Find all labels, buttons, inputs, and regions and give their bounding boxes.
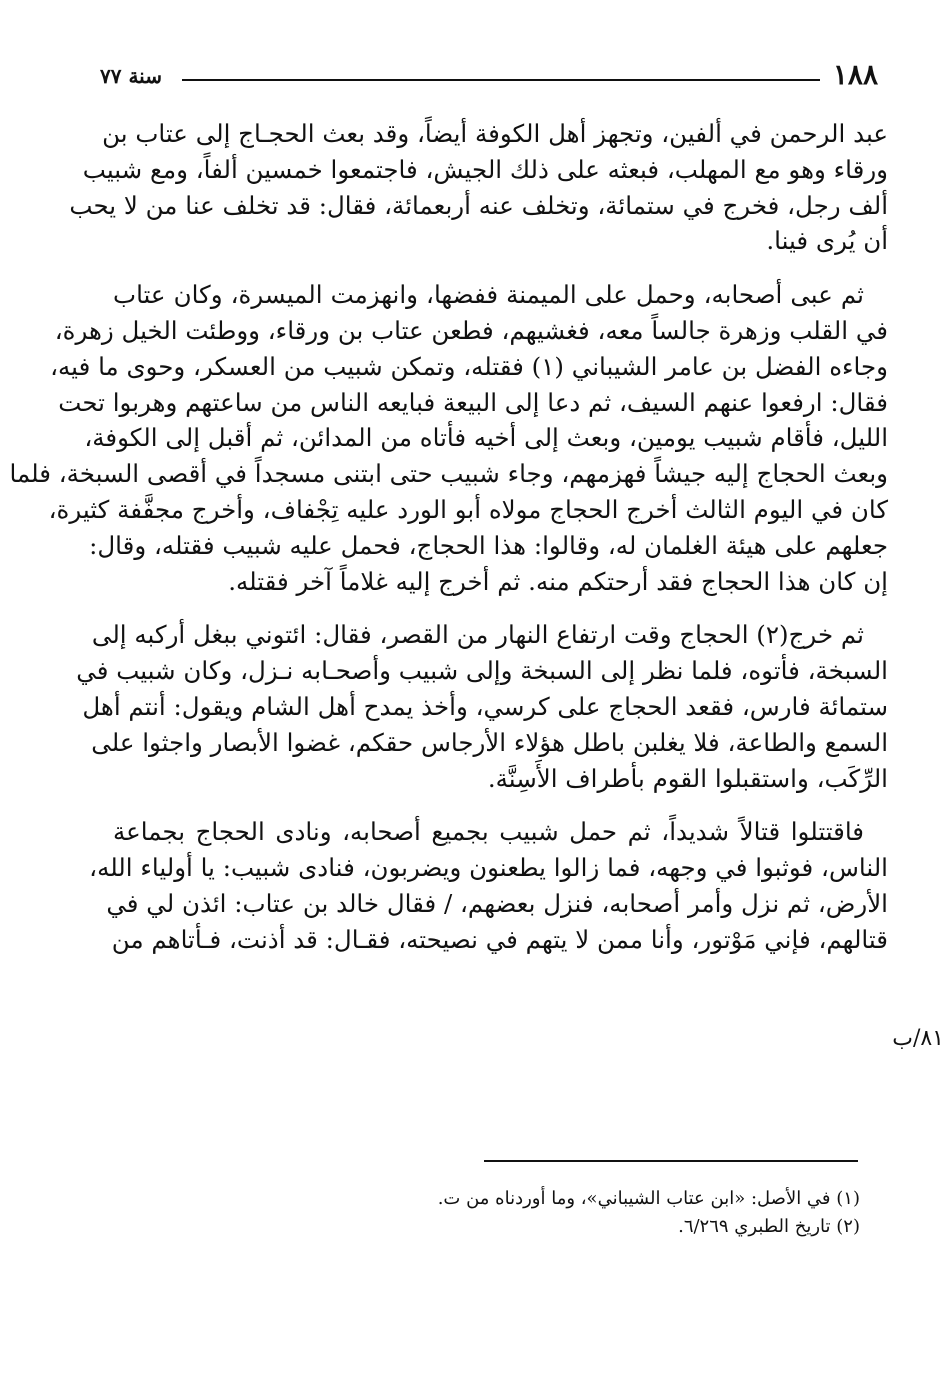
- footnote: (٢) تاريخ الطبري ٦/٢٦٩.: [678, 1216, 860, 1237]
- text-line: وجاءه الفضل بن عامر الشيباني (١) فقتله، وتمكن شبيب من العسكر، وحوى ما فيه،: [50, 351, 888, 381]
- text-line: أن يُرى فينا.: [766, 226, 888, 256]
- text-line: إن كان هذا الحجاج فقد أرحتكم منه. ثم أخرج إليه غلاماً آخر فقتله.: [228, 566, 888, 596]
- text-line: السمع والطاعة، فلا يغلبن باطل هؤلاء الأرجاس حقكم، غضوا الأبصار واجثوا على: [91, 727, 888, 757]
- running-head-year: سنة ٧٧: [100, 64, 162, 88]
- text-line: في القلب وزهرة جالساً معه، فغشيهم، فطعن عتاب بن ورقاء، ووطئت الخيل زهرة،: [54, 315, 888, 345]
- footnote-separator: [484, 1160, 858, 1162]
- paragraph: [76, 617, 888, 796]
- paragraph: [9, 277, 888, 599]
- text-line: وبعث الحجاج إليه جيشاً فهزمهم، وجاء شبيب حتى ابتنى مسجداً في أقصى السبخة، فلما: [9, 459, 888, 489]
- folio-margin-note: ٨١/ب: [892, 1026, 944, 1051]
- text-line: جعلهم على هيئة الغلمان له، وقالوا: هذا الحجاج، فحمل عليه شبيب فقتله، وقال:: [89, 530, 888, 560]
- text-line: ثم عبى أصحابه، وحمل على الميمنة ففضها، وانهزمت الميسرة، وكان عتاب: [113, 280, 864, 310]
- text-line: ستمائة فارس، فقعد الحجاج على كرسي، وأخذ يمدح أهل الشام ويقول: أنتم أهل: [82, 691, 888, 721]
- text-line: فاقتتلوا قتالاً شديداً، ثم حمل شبيب بجميع أصحابه، ونادى الحجاج بجماعة: [113, 817, 864, 847]
- paragraph: [89, 814, 888, 957]
- text-line: الأرض، ثم نزل وأمر أصحابه، فنزل بعضهم، / فقال خالد بن عتاب: ائذن لي في: [106, 888, 888, 918]
- page-number: ١٨٨: [832, 58, 878, 91]
- footnote: (١) في الأصل: «ابن عتاب الشيباني»، وما أوردناه من ت.: [437, 1188, 860, 1209]
- text-line: الرِّكَب، واستقبلوا القوم بأطراف الأَسِنَّة.: [487, 763, 888, 793]
- text-line: ثم خرج(٢) الحجاج وقت ارتفاع النهار من القصر، فقال: ائتوني ببغل أركبه إلى: [91, 620, 864, 650]
- main-text: [9, 116, 888, 976]
- text-line: الناس، فوثبوا في وجهه، فما زالوا يطعنون ويضربون، فنادى شبيب: يا أولياء الله،: [89, 853, 888, 883]
- page-header: [100, 60, 890, 100]
- text-line: عبد الرحمن في ألفين، وتجهز أهل الكوفة أيضاً، وقد بعث الحجـاج إلى عتاب بن: [102, 119, 888, 148]
- text-line: قتالهم، فإني مَوْتور، وأنا ممن لا يتهم في نصيحته، فقـال: قد أذنت، فـأتاهم من: [111, 924, 888, 954]
- header-rule: [182, 79, 820, 81]
- text-line: فقال: ارفعوا عنهم السيف، ثم دعا إلى البيعة فبايعه الناس من ساعتهم وهربوا تحت: [58, 387, 888, 417]
- text-line: كان في اليوم الثالث أخرج الحجاج مولاه أبو الورد عليه تِجْفاف، وأخرج مجفَّفة كثيرة،: [48, 494, 888, 524]
- footnotes: [160, 1185, 860, 1241]
- paragraph: [69, 116, 888, 259]
- text-line: السبخة، فأتوه، فلما نظر إلى السبخة وإلى شبيب وأصحـابه نـزل، وكان شبيب في: [76, 656, 888, 686]
- text-line: الليل، فأقام شبيب يومين، وبعث إلى أخيه فأتاه من المدائن، ثم أقبل إلى الكوفة،: [84, 423, 888, 453]
- text-line: ألف رجل، فخرج في ستمائة، وتخلف عنه أربعمائة، فقال: قد تخلف عنا من لا يحب: [69, 190, 888, 220]
- text-line: ورقاء وهو مع المهلب، فبعثه على ذلك الجيش، فاجتمعوا خمسين ألفاً، ومع شبيب: [82, 154, 888, 184]
